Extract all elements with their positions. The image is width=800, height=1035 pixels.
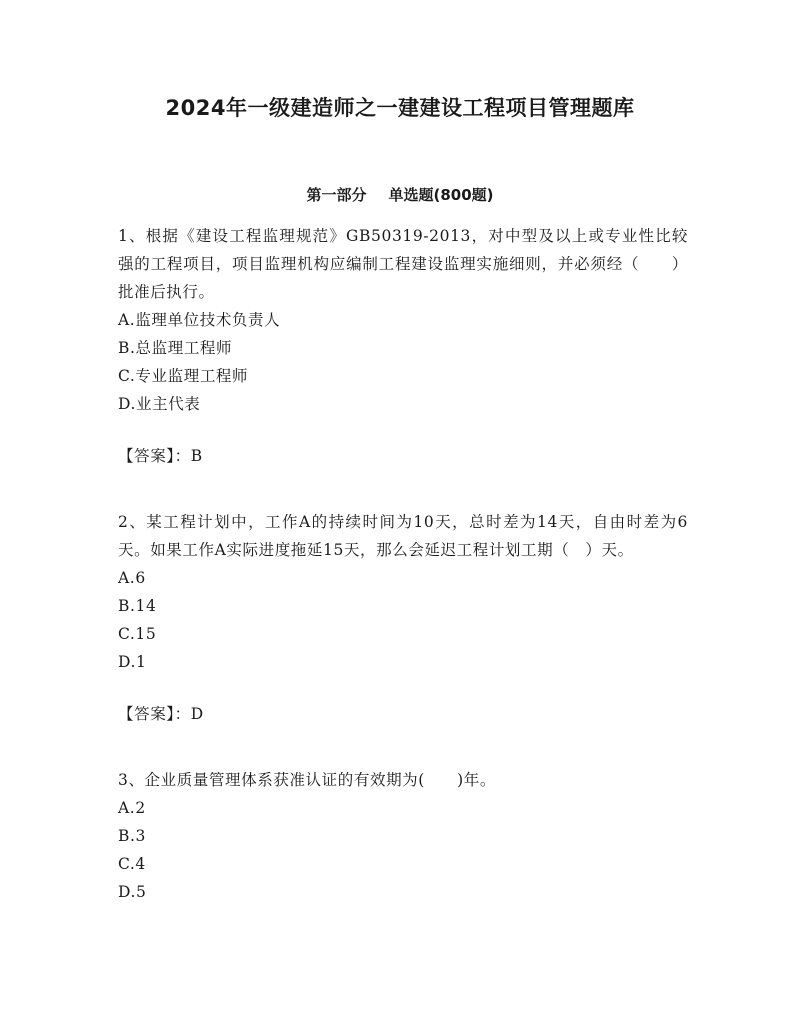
option-d: D.业主代表 (118, 395, 201, 413)
option-c: C.15 (118, 625, 157, 643)
option-c: C.4 (118, 855, 146, 873)
document-title: 2024年一级建造师之一建建设工程项目管理题库 (165, 96, 635, 120)
option-d: D.5 (118, 883, 147, 901)
answer-label: 【答案】： (118, 705, 191, 723)
question-3 (118, 766, 688, 906)
question-stem: 3、企业质量管理体系获准认证的有效期为( )年。 (118, 771, 496, 789)
question-stem: 2、某工程计划中，工作A的持续时间为10天，总时差为14天，自由时差为6天。如果工作A实际进度拖延15天，那么会延迟工程计划工期（ ）天。 (118, 513, 688, 559)
option-b: B.3 (118, 827, 146, 845)
option-c: C.专业监理工程师 (118, 367, 249, 385)
option-b: B.总监理工程师 (118, 339, 233, 357)
option-a: A.2 (118, 799, 146, 817)
answer-line (118, 442, 688, 470)
option-a: A.监理单位技术负责人 (118, 311, 281, 329)
answer-line (118, 700, 688, 728)
answer-label: 【答案】： (118, 447, 191, 465)
section-part: 第一部分 (306, 186, 367, 204)
option-a: A.6 (118, 569, 146, 587)
question-stem: 1、根据《建设工程监理规范》GB50319-2013，对中型及以上或专业性比较强的工程项目，项目监理机构应编制工程建设监理实施细则，并必须经（ ）批准后执行。 (118, 227, 688, 301)
section-heading (0, 183, 800, 207)
question-2 (118, 508, 688, 728)
option-b: B.14 (118, 597, 157, 615)
answer-value: B (190, 447, 203, 465)
section-name: 单选题(800题) (388, 186, 494, 204)
option-d: D.1 (118, 653, 147, 671)
question-1 (118, 222, 688, 470)
answer-value: D (190, 705, 204, 723)
question-list (118, 222, 688, 906)
